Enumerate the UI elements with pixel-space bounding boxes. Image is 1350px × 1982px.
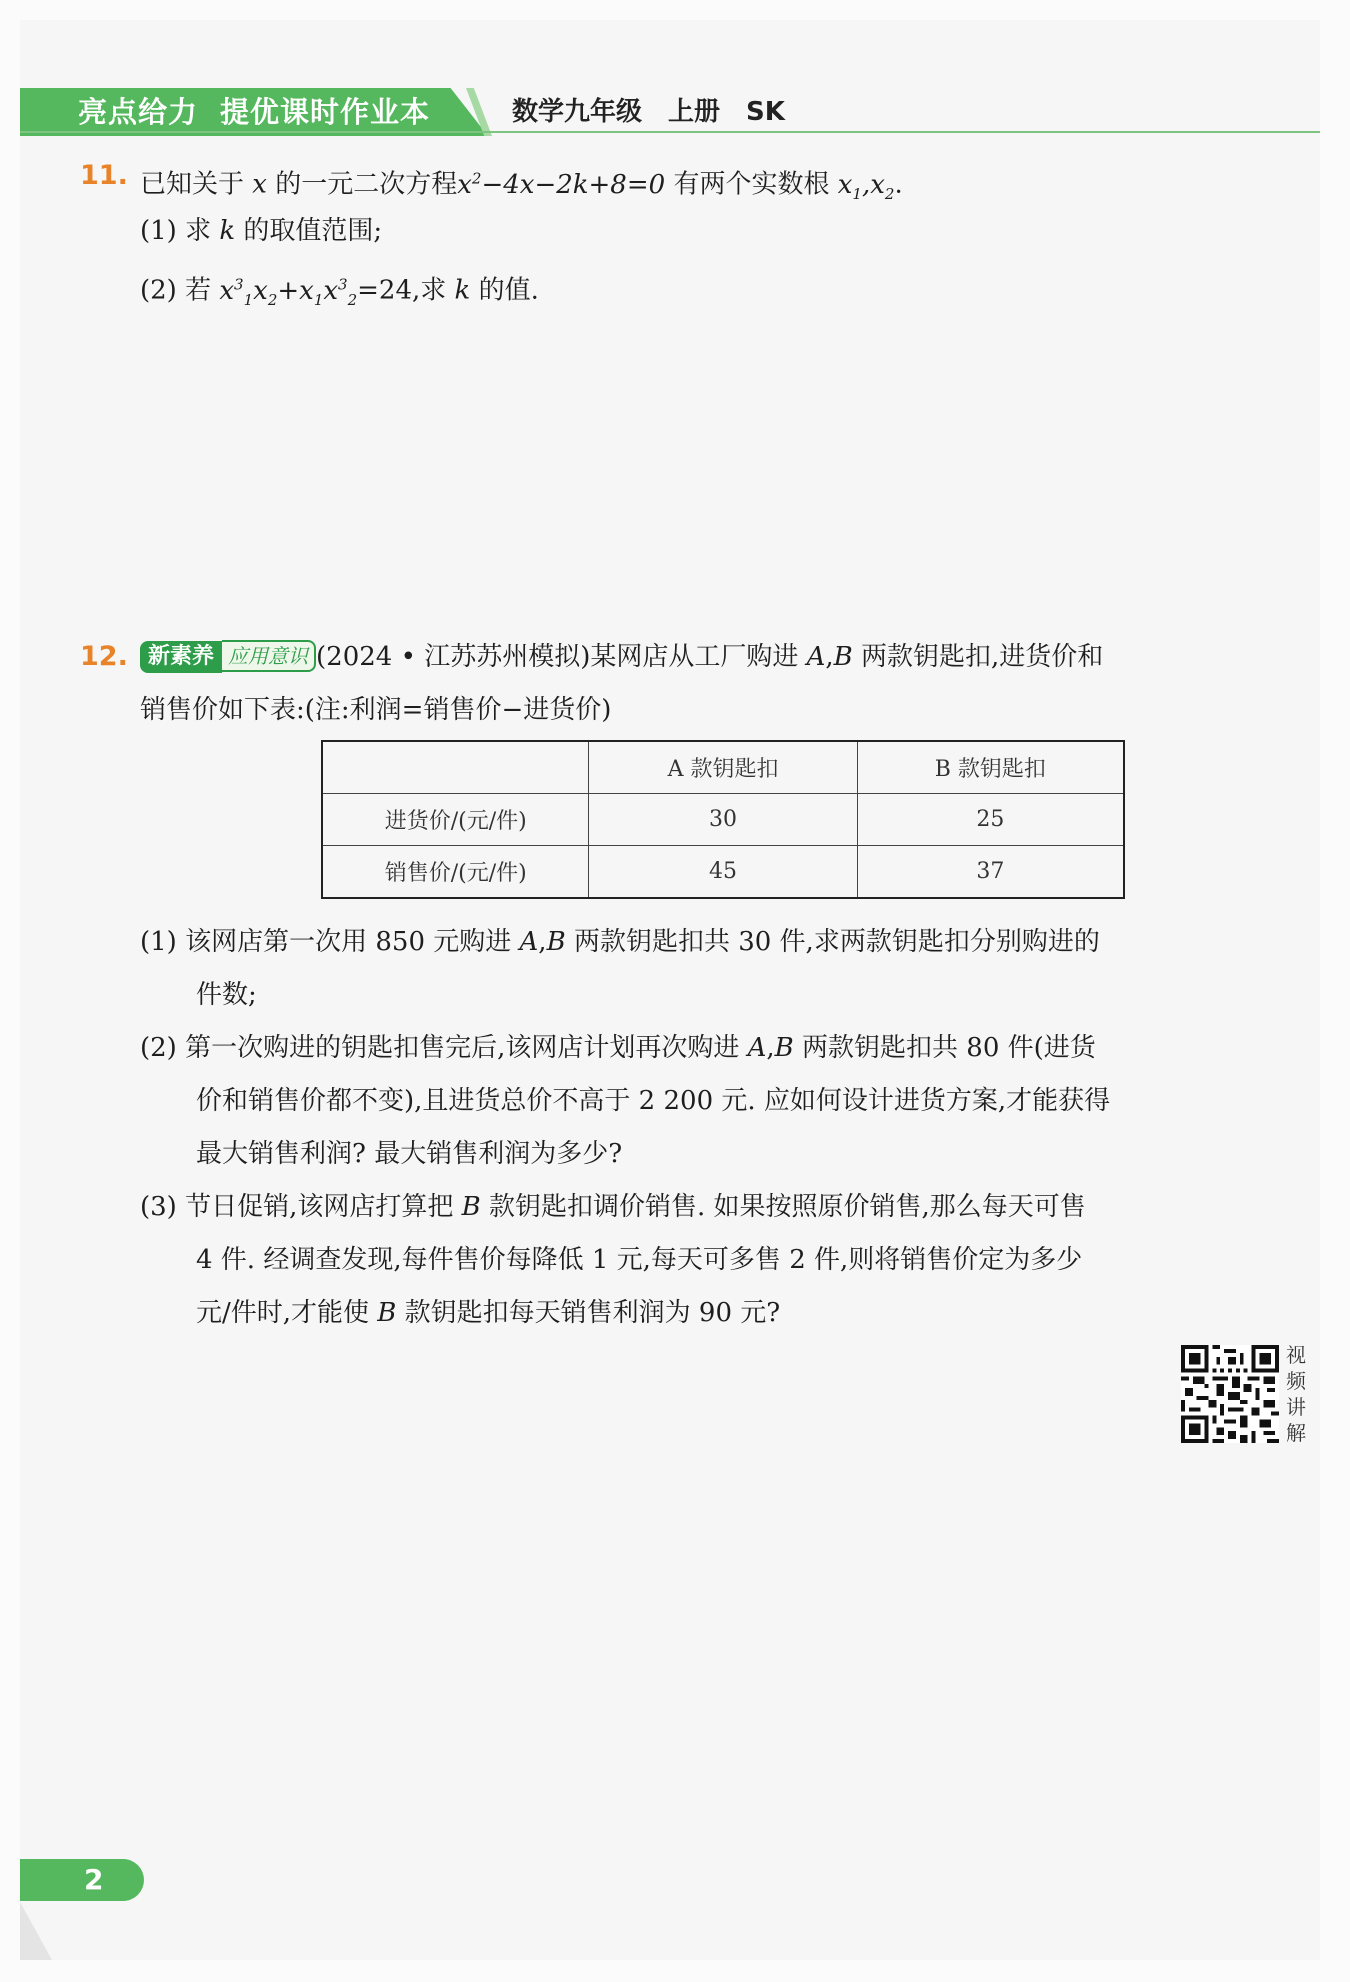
qr-label-char: 讲 xyxy=(1286,1395,1306,1419)
question-12-part-2-line-3: 最大销售利润? 最大销售利润为多少? xyxy=(196,1139,623,1169)
question-12-part-1-line-2: 件数; xyxy=(196,980,257,1010)
var-ab: A xyxy=(806,642,826,672)
question-11-part-1 xyxy=(140,211,382,251)
equation: $x^2-4x-2k+8=0$ xyxy=(457,169,666,200)
page-number-tab xyxy=(20,1859,144,1901)
var-ab: B xyxy=(833,642,853,672)
header-rule xyxy=(20,131,1320,133)
q12-text: (2) 第一次购进的钥匙扣售完后,该网店计划再次购进 xyxy=(140,1033,740,1063)
expression: $x^3_1x_2+x_1x^3_2$ xyxy=(219,275,358,309)
q12-text: 某网店从工厂购进 xyxy=(590,642,799,672)
book-volume: 上册 xyxy=(668,97,721,127)
brand-series: 提优课时作业本 xyxy=(220,95,431,129)
book-subject: 数学九年级 xyxy=(512,97,643,127)
q11-text: (1) 求 xyxy=(140,216,212,246)
roots: $x_1,x_2$ xyxy=(837,169,895,203)
q11-text: =24,求 xyxy=(357,275,447,306)
question-source: (2024 • 江苏苏州模拟) xyxy=(316,642,591,672)
var-ab: B xyxy=(546,927,566,957)
q12-text: 元/件时,才能使 xyxy=(196,1298,370,1328)
video-explanation-label xyxy=(1283,1342,1309,1446)
var-k: k xyxy=(219,216,236,246)
q11-text: 的值. xyxy=(478,275,539,306)
q12-text: 两款钥匙扣共 80 件(进货 xyxy=(802,1033,1096,1063)
question-12-part-3 xyxy=(140,1187,1086,1227)
qr-code-icon[interactable] xyxy=(1181,1345,1279,1443)
q12-text: (1) 该网店第一次用 850 元购进 xyxy=(140,927,512,957)
book-edition: SK xyxy=(746,97,785,127)
question-11-stem: 已知关于 x 的一元二次方程$x^2-4x-2k+8=0$ 有两个实数根 $x_1,x_2$. xyxy=(140,169,903,203)
header-brand xyxy=(78,92,430,132)
new-literacy-tag: 新素养 xyxy=(140,641,222,673)
question-12-stem-line-2: 销售价如下表:(注:利润=销售价−进货价) xyxy=(140,695,612,725)
var-b: B xyxy=(377,1298,397,1328)
table-header-cell: A 款钥匙扣 xyxy=(589,741,857,794)
table-cell: 进货价/(元/件) xyxy=(322,794,589,846)
var-x: x xyxy=(252,169,267,200)
question-12-stem: 新素养 应用意识 (2024 • 江苏苏州模拟)某网店从工厂购进 A,B 两款钥匙扣,进货价和 xyxy=(140,637,1103,677)
table-cell: 37 xyxy=(857,846,1124,899)
table-row xyxy=(322,846,1124,899)
q12-text: 款钥匙扣调价销售. 如果按照原价销售,那么每天可售 xyxy=(489,1192,1086,1222)
application-tag: 应用意识 xyxy=(222,640,316,672)
qr-label-char: 视 xyxy=(1286,1343,1306,1367)
table-cell: 45 xyxy=(589,846,857,899)
q12-text: (3) 节日促销,该网店打算把 xyxy=(140,1192,454,1222)
brand-name: 亮点给力 xyxy=(78,95,199,129)
question-11-number: 11. xyxy=(80,160,128,191)
table-header-row xyxy=(322,741,1124,794)
q11-text: 已知关于 xyxy=(140,169,245,200)
page-number: 2 xyxy=(84,1863,104,1896)
q11-text: 的一元二次方程 xyxy=(275,169,458,200)
table-row xyxy=(322,794,1124,846)
question-12-part-3-line-3 xyxy=(196,1293,780,1333)
qr-label-char: 频 xyxy=(1286,1369,1306,1393)
price-table xyxy=(321,740,1125,899)
question-12-part-1: (1) 该网店第一次用 850 元购进 A,B 两款钥匙扣共 30 件,求两款钥匙扣分别购进的 xyxy=(140,927,1100,957)
var-ab: A xyxy=(747,1033,767,1063)
qr-label-char: 解 xyxy=(1286,1421,1306,1445)
header-book-info xyxy=(512,92,785,132)
q11-text: (2) 若 xyxy=(140,275,212,306)
q12-text: 两款钥匙扣共 30 件,求两款钥匙扣分别购进的 xyxy=(573,927,1100,957)
q12-text: 两款钥匙扣,进货价和 xyxy=(861,642,1104,672)
var-ab: B xyxy=(774,1033,794,1063)
question-11-part-2 xyxy=(140,264,539,320)
q11-text: 的取值范围; xyxy=(243,216,383,246)
table-cell: 25 xyxy=(857,794,1124,846)
question-12-part-2: (2) 第一次购进的钥匙扣售完后,该网店计划再次购进 A,B 两款钥匙扣共 80 件(进货 xyxy=(140,1033,1096,1063)
q12-text: 款钥匙扣每天销售利润为 90 元? xyxy=(404,1298,781,1328)
table-cell: 销售价/(元/件) xyxy=(322,846,589,899)
var-b: B xyxy=(461,1192,481,1222)
var-k: k xyxy=(454,275,471,306)
table-header-cell: B 款钥匙扣 xyxy=(857,741,1124,794)
table-cell: 30 xyxy=(589,794,857,846)
var-ab: A xyxy=(519,927,539,957)
question-12-number: 12. xyxy=(80,641,128,672)
table-header-cell xyxy=(322,741,589,794)
question-12-part-2-line-2: 价和销售价都不变),且进货总价不高于 2 200 元. 应如何设计进货方案,才能获得 xyxy=(196,1086,1111,1116)
q11-text: 有两个实数根 xyxy=(673,169,830,200)
question-12-part-3-line-2: 4 件. 经调查发现,每件售价每降低 1 元,每天可多售 2 件,则将销售价定为多少 xyxy=(196,1245,1083,1275)
